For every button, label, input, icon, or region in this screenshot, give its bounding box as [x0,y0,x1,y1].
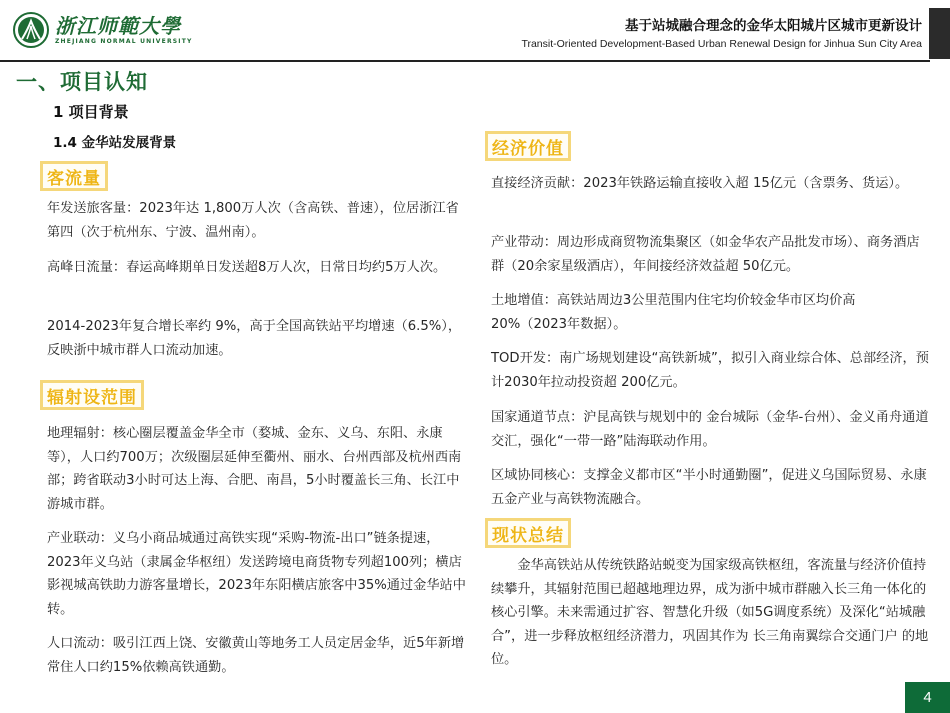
paragraph-national-corridor: 国家通道节点：沪昆高铁与规划中的 金台城际（金华-台州）、金义甬舟通道 交汇，强化“一带一路”陆海联动作用。 [491,410,929,449]
paragraph-industry-linkage: 产业联动：义乌小商品城通过高铁实现“采购-物流-出口”链条提速，2023年义乌站（隶属金华枢纽）发送跨境电商货物专列超100列；横店影视城高铁助力游客量增长，2023年东阳横店旅客中35%通过金华站中转。 [47,531,466,617]
tag-radiation-range [40,380,144,410]
paragraph-tod-development: TOD开发：南广场规划建设“高铁新城”，拟引入商业综合体、总部经济，预计2030年拉动投资超 200亿元。 [491,351,929,390]
tag-label: 现状总结 [492,525,564,546]
university-logo [13,12,193,48]
slide-title-cn: 基于站城融合理念的金华太阳城片区城市更新设计 [625,18,922,34]
paragraph-growth-rate: 2014-2023年复合增长率约 9%，高于全国高铁站平均增速（6.5%），反映浙中城市群人口流动加速。 [47,319,462,358]
slide-title-block [521,17,922,51]
university-name-cn: 浙江师範大學 [55,14,181,38]
tag-label: 客流量 [47,168,101,189]
subsection-heading: 1 项目背景 [53,103,129,121]
slide-header [0,0,950,62]
sub-subsection-heading: 1.4 金华站发展背景 [53,135,177,151]
university-name-en: ZHEJIANG NORMAL UNIVERSITY [55,38,193,45]
tag-status-summary [485,518,571,548]
paragraph-industry-driving: 产业带动：周边形成商贸物流集聚区（如金华农产品批发市场）、商务酒店群（20余家星级酒店），年间接经济效益超 50亿元。 [491,235,920,274]
tag-label: 经济价值 [492,138,564,159]
header-dark-tab [929,8,950,59]
page-number-badge: 4 [905,682,950,713]
tag-passenger-flow [40,161,108,191]
section-heading: 一、项目认知 [16,70,148,94]
paragraph-peak-flow: 高峰日流量：春运高峰期单日发送超8万人次，日常日均约5万人次。 [47,260,447,275]
header-divider [0,60,930,62]
paragraph-land-value: 土地增值：高铁站周边3公里范围内住宅均价较金华市区均价高20%（2023年数据）。 [491,293,856,332]
tag-economic-value [485,131,571,161]
university-emblem-icon [13,12,49,48]
paragraph-annual-passengers: 年发送旅客量：2023年达 1,800万人次（含高铁、普速），位居浙江省第四（次于杭州东、宁波、温州南）。 [47,201,459,240]
paragraph-regional-synergy: 区域协同核心：支撑金义都市区“半小时通勤圈”，促进义乌国际贸易、永康五金产业与高铁物流融合。 [491,468,927,507]
paragraph-population-flow: 人口流动：吸引江西上饶、安徽黄山等地务工人员定居金华，近5年新增常住人口约15%依赖高铁通勤。 [47,636,465,675]
paragraph-geographic-radiation: 地理辐射：核心圈层覆盖金华全市（婺城、金东、义乌、东阳、永康等），人口约700万；次级圈层延伸至衢州、丽水、台州西部及杭州西南部；跨省联动3小时可达上海、合肥、南昌，5小时覆盖长三角、长江中游城市群。 [47,426,462,512]
slide-title-en: Transit-Oriented Development-Based Urban Renewal Design for Jinhua Sun City Area [521,38,922,50]
paragraph-summary: 金华高铁站从传统铁路站蜕变为国家级高铁枢纽，客流量与经济价值持续攀升，其辐射范围已超越地理边界，成为浙中城市群融入长三角一体化的核心引擎。未来需通过扩容、智慧化升级（如5G调度系统）及深化“站城融合”，进一步释放枢纽经济潜力，巩固其作为 长三角南翼综合交通门户 的地位。 [491,558,929,667]
paragraph-direct-contribution: 直接经济贡献：2023年铁路运输直接收入超 15亿元（含票务、货运）。 [491,176,909,191]
tag-label: 辐射设范围 [47,387,137,408]
